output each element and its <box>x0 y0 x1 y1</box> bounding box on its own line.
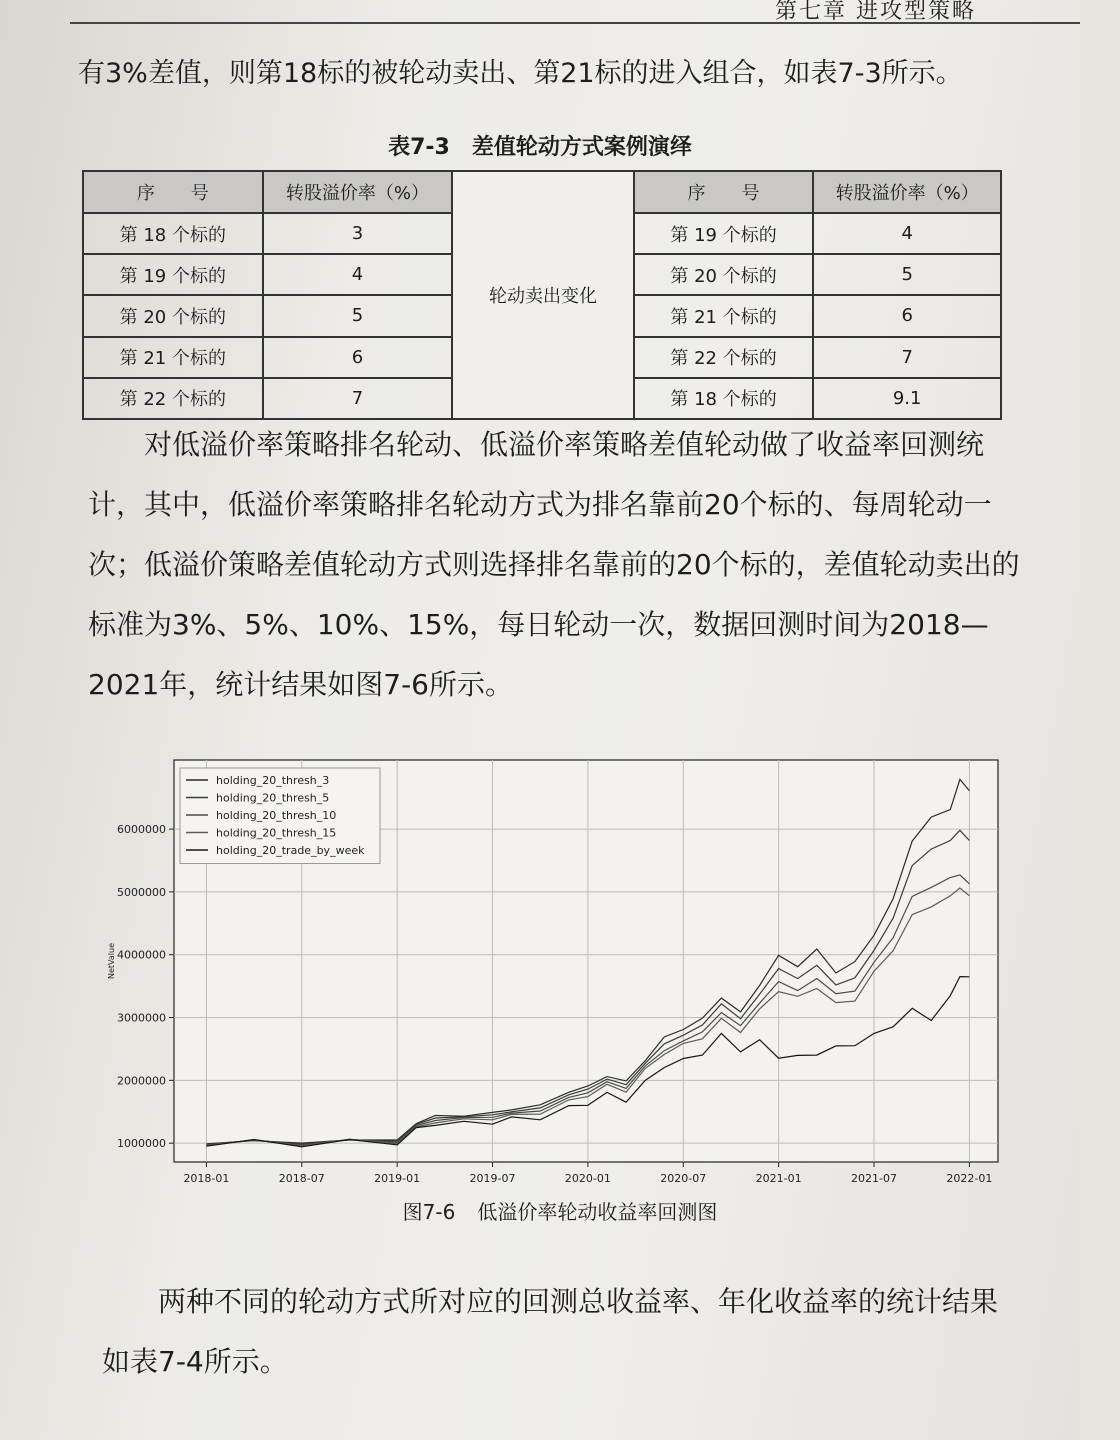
x-tick-label: 2019-07 <box>469 1172 516 1185</box>
x-tick-label: 2022-01 <box>946 1172 993 1185</box>
y-tick-label: 3000000 <box>117 1011 166 1025</box>
x-tick-label: 2020-01 <box>564 1172 611 1185</box>
right-name: 第 19 个标的 <box>634 213 814 254</box>
table-caption <box>0 130 1080 161</box>
legend-label: holding_20_trade_by_week <box>216 844 365 857</box>
backtest-chart-svg <box>108 752 1008 1192</box>
figure-number: 图7-6 <box>402 1200 456 1224</box>
right-value: 6 <box>813 295 1001 336</box>
left-value: 7 <box>263 378 453 419</box>
table-title: 差值轮动方式案例演绎 <box>471 135 692 160</box>
left-value: 4 <box>263 254 453 295</box>
left-name: 第 19 个标的 <box>83 254 263 295</box>
header-premium-right: 转股溢价率（%） <box>813 171 1001 213</box>
y-tick-label: 2000000 <box>117 1074 166 1088</box>
right-value: 9.1 <box>813 378 1001 419</box>
right-name: 第 21 个标的 <box>634 295 814 336</box>
header-index-left: 序 号 <box>83 171 263 213</box>
figure-caption <box>0 1196 1120 1225</box>
legend-label: holding_20_thresh_5 <box>216 791 330 805</box>
y-tick-label: 1000000 <box>117 1137 166 1151</box>
left-value: 6 <box>263 337 453 378</box>
legend-label: holding_20_thresh_15 <box>216 826 337 840</box>
y-tick-label: 5000000 <box>117 885 166 899</box>
header-index-right: 序 号 <box>634 171 814 213</box>
right-value: 7 <box>813 337 1001 378</box>
table-number: 表7-3 <box>388 135 450 160</box>
y-axis-label: NetValue <box>107 942 116 980</box>
left-value: 3 <box>263 213 453 254</box>
x-tick-label: 2018-01 <box>183 1172 230 1185</box>
right-name: 第 18 个标的 <box>634 378 814 419</box>
figure-title: 低溢价率轮动收益率回测图 <box>477 1200 718 1224</box>
chapter-title: 第七章 进攻型策略 <box>775 0 976 24</box>
x-tick-label: 2021-07 <box>851 1172 898 1185</box>
legend-label: holding_20_thresh_10 <box>216 809 337 822</box>
left-name: 第 21 个标的 <box>83 337 263 378</box>
left-value: 5 <box>263 295 453 336</box>
rotation-case-table <box>82 170 1002 420</box>
y-tick-label: 6000000 <box>117 823 166 837</box>
left-name: 第 20 个标的 <box>83 295 263 336</box>
left-name: 第 18 个标的 <box>83 213 263 254</box>
rotation-change-cell: 轮动卖出变化 <box>452 171 634 419</box>
y-tick-label: 4000000 <box>117 948 166 962</box>
running-header <box>70 0 1080 24</box>
right-name: 第 22 个标的 <box>634 337 814 378</box>
left-name: 第 22 个标的 <box>83 378 263 419</box>
x-tick-label: 2019-01 <box>374 1172 421 1185</box>
backtest-chart <box>108 752 1008 1192</box>
table-header-row <box>83 171 1001 213</box>
legend-label: holding_20_thresh_3 <box>216 774 330 787</box>
x-tick-label: 2018-07 <box>278 1172 325 1185</box>
right-value: 5 <box>813 254 1001 295</box>
x-tick-label: 2020-07 <box>660 1172 707 1185</box>
x-tick-label: 2021-01 <box>755 1172 802 1185</box>
header-premium-left: 转股溢价率（%） <box>263 171 453 213</box>
paragraph-results: 两种不同的轮动方式所对应的回测总收益率、年化收益率的统计结果如表7-4所示。 <box>102 1285 999 1378</box>
paragraph-backtest-description: 对低溢价率策略排名轮动、低溢价率策略差值轮动做了收益率回测统计，其中，低溢价率策略排名轮动方式为排名靠前20个标的、每周轮动一次；低溢价策略差值轮动方式则选择排名靠前的20个标的，差值轮动卖出的标准为3%、5%、10%、15%，每日轮动一次，数据回测时间为2018—2021年，统计结果如图7-6所示。 <box>88 428 1020 701</box>
right-name: 第 20 个标的 <box>634 254 814 295</box>
right-value: 4 <box>813 213 1001 254</box>
paragraph-intro: 有3%差值，则第18标的被轮动卖出、第21标的进入组合，如表7-3所示。 <box>78 58 963 89</box>
